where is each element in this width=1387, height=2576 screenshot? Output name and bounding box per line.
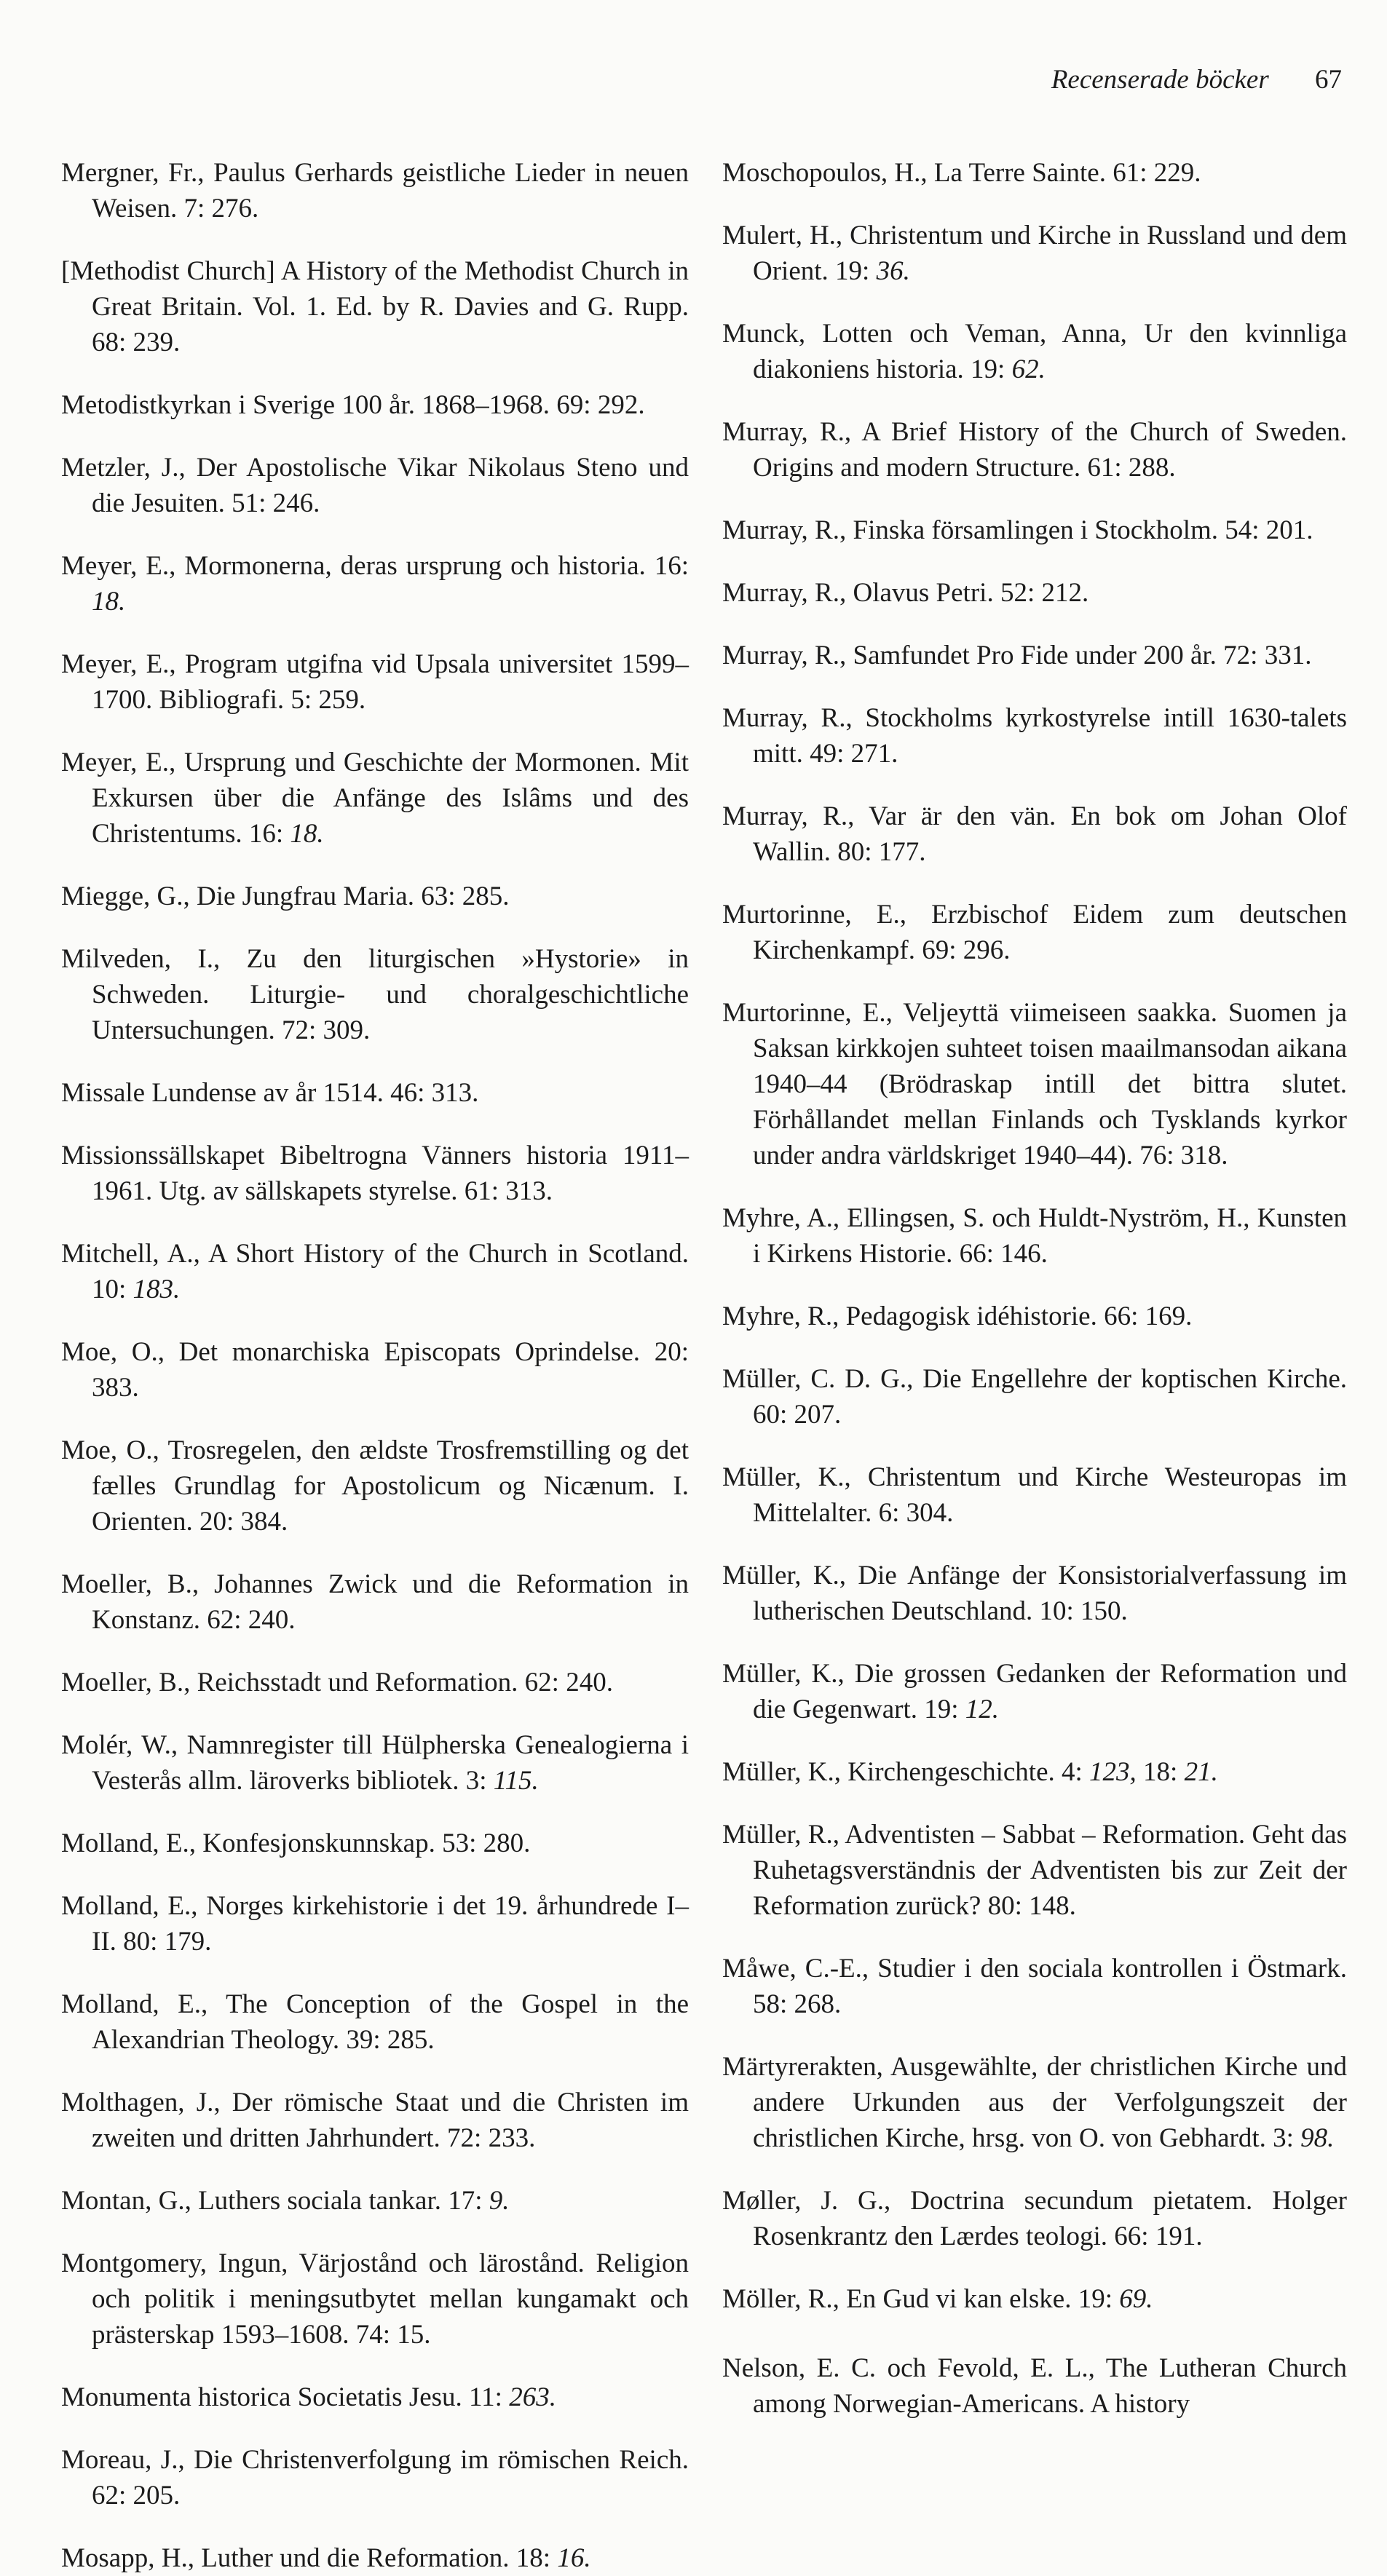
entry-text: Metodistkyrkan i Sverige 100 år. 1868–1968. 69: 292. <box>61 390 645 420</box>
entry-text: Moeller, B., Johannes Zwick und die Reformation in Konstanz. 62: 240. <box>61 1569 689 1635</box>
index-entry <box>722 995 1347 1173</box>
entry-text: Monumenta historica Societatis Jesu. 11: <box>61 2382 510 2412</box>
entry-page-ref: 21. <box>1184 1757 1218 1787</box>
left-column <box>61 128 689 2576</box>
entry-text: Molland, E., Konfesjonskunnskap. 53: 280. <box>61 1828 531 1858</box>
entry-text: Meyer, E., Ursprung und Geschichte der Mormonen. Mit Exkursen über die Anfänge des Islâms und des Christentums. 16: <box>61 748 689 849</box>
entry-text: Missionssällskapet Bibeltrogna Vänners historia 1911–1961. Utg. av sällskapets styrelse. 61: 313. <box>61 1141 689 1206</box>
index-entry <box>722 1558 1347 1629</box>
entry-text: Meyer, E., Program utgifna vid Upsala universitet 1599–1700. Bibliografi. 5: 259. <box>61 649 689 715</box>
entry-page-ref: 263. <box>509 2382 556 2412</box>
entry-text: Müller, K., Die grossen Gedanken der Reformation und die Gegenwart. 19: <box>722 1659 1347 1724</box>
entry-text: Murray, R., Samfundet Pro Fide under 200 år. 72: 331. <box>722 641 1312 670</box>
entry-text: Murray, R., Olavus Petri. 52: 212. <box>722 578 1089 608</box>
entry-text: Möller, R., En Gud vi kan elske. 19: <box>722 2284 1120 2314</box>
index-entry <box>61 1986 689 2058</box>
index-entry <box>722 2281 1347 2317</box>
entry-text: Måwe, C.-E., Studier i den sociala kontrollen i Östmark. 58: 268. <box>722 1954 1347 2019</box>
index-entry <box>722 414 1347 486</box>
entry-text: Müller, R., Adventisten – Sabbat – Reformation. Geht das Ruhetagsverständnis der Adventisten bis zur Zeit der Reformation zurück? 80: 148. <box>722 1820 1347 1921</box>
entry-page-ref: 123, <box>1089 1757 1137 1787</box>
index-entry <box>722 2350 1347 2422</box>
entry-text: Mulert, H., Christentum und Kirche in Russland und dem Orient. 19: <box>722 221 1347 286</box>
index-entry <box>61 1334 689 1406</box>
index-entry <box>61 450 689 521</box>
index-entry <box>61 1236 689 1307</box>
index-entry <box>61 1075 689 1111</box>
entry-text: Müller, K., Die Anfänge der Konsistorialverfassung im lutherischen Deutschland. 10: 150. <box>722 1561 1347 1626</box>
right-column <box>722 128 1347 2422</box>
index-entry <box>722 1361 1347 1432</box>
index-entry <box>722 316 1347 387</box>
running-header <box>1051 63 1342 98</box>
index-entry <box>61 2246 689 2353</box>
entry-text: Murray, R., Finska församlingen i Stockholm. 54: 201. <box>722 515 1313 545</box>
index-entry <box>61 387 689 423</box>
index-entry <box>61 879 689 914</box>
index-entry <box>61 1826 689 1861</box>
index-entry <box>722 1656 1347 1727</box>
index-entry <box>722 700 1347 772</box>
entry-page-ref: 36. <box>876 256 910 286</box>
index-entry <box>61 1665 689 1700</box>
entry-text: Molland, E., The Conception of the Gospel in the Alexandrian Theology. 39: 285. <box>61 1989 689 2055</box>
entry-text: Meyer, E., Mormonerna, deras ursprung och historia. 16: <box>61 551 689 581</box>
index-entry <box>61 1432 689 1539</box>
index-entry <box>61 253 689 360</box>
entry-text: Müller, K., Kirchengeschichte. 4: <box>722 1757 1090 1787</box>
entry-text: Molthagen, J., Der römische Staat und die Christen im zweiten und dritten Jahrhundert. 72: 233. <box>61 2088 689 2153</box>
entry-text: [Methodist Church] A History of the Methodist Church in Great Britain. Vol. 1. Ed. by R. Davies and G. Rupp. 68: 239. <box>61 256 689 357</box>
index-entry <box>722 1200 1347 1272</box>
index-entry <box>61 745 689 852</box>
entry-text: Moe, O., Det monarchiska Episcopats Oprindelse. 20: 383. <box>61 1337 689 1403</box>
entry-text: Myhre, R., Pedagogisk idéhistorie. 66: 169. <box>722 1301 1193 1331</box>
entry-text: Miegge, G., Die Jungfrau Maria. 63: 285. <box>61 881 510 911</box>
index-entry <box>61 1888 689 1959</box>
entry-text: Milveden, I., Zu den liturgischen »Hystorie» in Schweden. Liturgie- und choralgeschichtliche Untersuchungen. 72: 309. <box>61 944 689 1045</box>
index-entry <box>722 218 1347 289</box>
entry-page-ref: 9. <box>489 2186 510 2216</box>
index-entry <box>61 548 689 619</box>
entry-text: Metzler, J., Der Apostolische Vikar Nikolaus Steno und die Jesuiten. 51: 246. <box>61 453 689 518</box>
index-entry <box>61 1727 689 1799</box>
index-entry <box>722 512 1347 548</box>
entry-text: Murray, R., A Brief History of the Church of Sweden. Origins and modern Structure. 61: 288. <box>722 417 1347 483</box>
entry-page-ref: 12. <box>965 1695 1000 1724</box>
entry-text: Møller, J. G., Doctrina secundum pietatem. Holger Rosenkrantz den Lærdes teologi. 66: 191. <box>722 2186 1347 2251</box>
index-entry <box>722 897 1347 968</box>
entry-page-ref: 18. <box>92 587 126 617</box>
entry-text: Murtorinne, E., Veljeyttä viimeiseen saakka. Suomen ja Saksan kirkkojen suhteet toisen maailmansodan aikana 1940–44 (Brödraskap intill det bittra slutet. Förhållandet mellan Finlands och Tysklands kyrkor under andra världskriget 1940–44). 76: 318. <box>722 998 1347 1170</box>
index-entry <box>722 1817 1347 1924</box>
entry-page-ref: 62. <box>1011 354 1046 384</box>
entry-text: Moreau, J., Die Christenverfolgung im römischen Reich. 62: 205. <box>61 2445 689 2510</box>
index-entry <box>722 1459 1347 1531</box>
entry-text: Märtyrerakten, Ausgewählte, der christlichen Kirche und andere Urkunden aus der Verfolgungszeit der christlichen Kirche, hrsg. von O. von Gebhardt. 3: <box>722 2052 1347 2153</box>
entry-text: Montgomery, Ingun, Värjostånd och lärostånd. Religion och politik i meningsutbytet mellan kungamakt och prästerskap 1593–1608. 74: 15. <box>61 2248 689 2350</box>
index-entry <box>61 941 689 1048</box>
index-entry <box>61 646 689 718</box>
index-entry <box>61 2442 689 2513</box>
entry-text: Moschopoulos, H., La Terre Sainte. 61: 229. <box>722 158 1201 188</box>
page-number: 67 <box>1315 65 1342 95</box>
entry-text: Murray, R., Var är den vän. En bok om Johan Olof Wallin. 80: 177. <box>722 801 1347 867</box>
entry-text: Mitchell, A., A Short History of the Church in Scotland. 10: <box>61 1239 689 1304</box>
index-entry <box>61 2540 689 2576</box>
index-entry <box>722 1951 1347 2022</box>
entry-text: Müller, C. D. G., Die Engellehre der koptischen Kirche. 60: 207. <box>722 1364 1347 1430</box>
entry-text: Müller, K., Christentum und Kirche Westeuropas im Mittelalter. 6: 304. <box>722 1462 1347 1528</box>
entry-text: Moeller, B., Reichsstadt und Reformation. 62: 240. <box>61 1668 613 1697</box>
index-entry <box>61 1566 689 1638</box>
index-entry <box>722 575 1347 611</box>
index-entry <box>722 155 1347 191</box>
index-entry <box>61 2085 689 2156</box>
entry-text: Montan, G., Luthers sociala tankar. 17: <box>61 2186 489 2216</box>
entry-page-ref: 183. <box>133 1275 181 1304</box>
entry-text: Moe, O., Trosregelen, den ældste Trosfremstilling og det fælles Grundlag for Apostolicum og Nicænum. I. Orienten. 20: 384. <box>61 1435 689 1537</box>
running-title: Recenserade böcker <box>1051 65 1269 95</box>
entry-text: Molér, W., Namnregister till Hülpherska Genealogierna i Vesterås allm. läroverks bibliotek. 3: <box>61 1730 689 1796</box>
entry-text: Myhre, A., Ellingsen, S. och Huldt-Nyström, H., Kunsten i Kirkens Historie. 66: 146. <box>722 1203 1347 1269</box>
index-entry <box>722 1754 1347 1790</box>
index-entry <box>61 1138 689 1209</box>
entry-page-ref: 18. <box>290 819 324 849</box>
entry-text: Nelson, E. C. och Fevold, E. L., The Lutheran Church among Norwegian-Americans. A history <box>722 2353 1347 2419</box>
entry-text: Murtorinne, E., Erzbischof Eidem zum deutschen Kirchenkampf. 69: 296. <box>722 900 1347 965</box>
entry-text: Missale Lundense av år 1514. 46: 313. <box>61 1078 479 1108</box>
entry-page-ref: 115. <box>493 1766 539 1796</box>
entry-text-continued: 18: <box>1136 1757 1185 1787</box>
entry-page-ref: 98. <box>1300 2123 1335 2153</box>
entry-text: Mosapp, H., Luther und die Reformation. 18: <box>61 2543 558 2573</box>
entry-text: Molland, E., Norges kirkehistorie i det 19. århundrede I–II. 80: 179. <box>61 1891 689 1957</box>
entry-text: Mergner, Fr., Paulus Gerhards geistliche Lieder in neuen Weisen. 7: 276. <box>61 158 689 223</box>
entry-text: Murray, R., Stockholms kyrkostyrelse intill 1630-talets mitt. 49: 271. <box>722 703 1347 769</box>
index-entry <box>722 2049 1347 2156</box>
entry-text: Munck, Lotten och Veman, Anna, Ur den kvinnliga diakoniens historia. 19: <box>722 319 1347 384</box>
entry-page-ref: 69. <box>1119 2284 1153 2314</box>
index-entry <box>61 155 689 226</box>
index-entry <box>722 1299 1347 1334</box>
entry-page-ref: 16. <box>557 2543 591 2573</box>
index-entry <box>722 2183 1347 2254</box>
index-entry <box>61 2379 689 2415</box>
index-entry <box>61 2183 689 2219</box>
index-entry <box>722 638 1347 673</box>
index-entry <box>722 798 1347 870</box>
